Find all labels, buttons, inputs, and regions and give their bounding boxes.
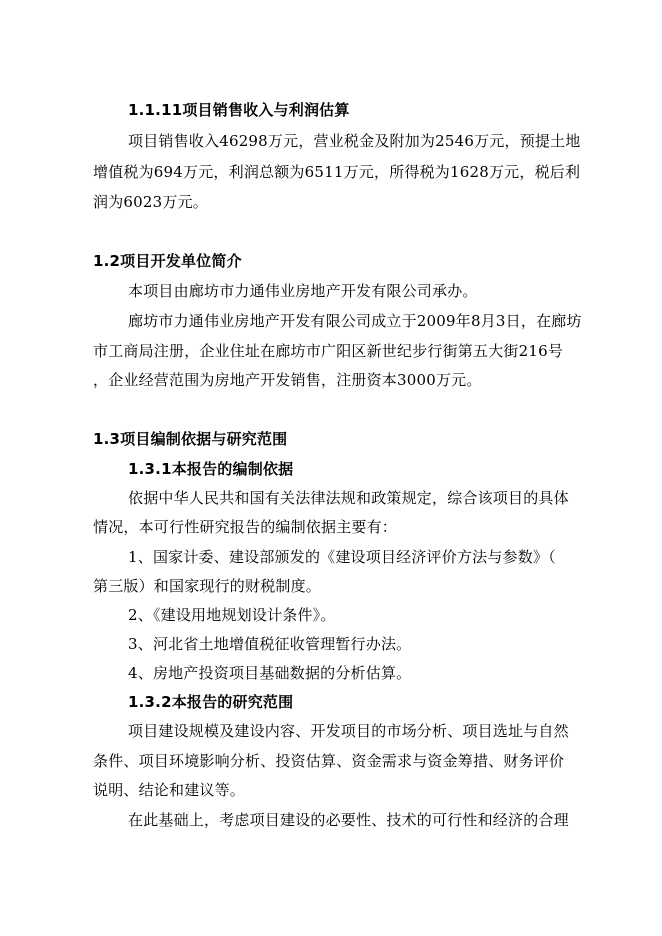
paragraph-line: ，企业经营范围为房地产开发销售，注册资本3000万元。 — [93, 371, 482, 389]
subsection-heading-1-3-2: 1.3.2本报告的研究范围 — [128, 693, 294, 711]
paragraph-line: 润为6023万元。 — [93, 193, 208, 211]
paragraph-line: 条件、项目环境影响分析、投资估算、资金需求与资金筹措、财务评价 — [93, 752, 565, 770]
paragraph-line: 市工商局注册，企业住址在廊坊市广阳区新世纪步行街第五大街216号 — [93, 342, 564, 360]
subsection-heading-1-3-1: 1.3.1本报告的编制依据 — [128, 460, 294, 478]
list-item: 3、河北省土地增值税征收管理暂行办法。 — [128, 635, 412, 653]
paragraph-line: 依据中华人民共和国有关法律法规和政策规定，综合该项目的具体 — [128, 489, 569, 507]
list-item: 2、《建设用地规划设计条件》。 — [128, 606, 336, 624]
paragraph-line: 项目销售收入46298万元，营业税金及附加为2546万元，预提土地 — [128, 132, 581, 150]
list-item: 第三版）和国家现行的财税制度。 — [93, 577, 322, 595]
section-heading-1-1-11: 1.1.11项目销售收入与利润估算 — [128, 101, 350, 119]
paragraph-line: 情况，本可行性研究报告的编制依据主要有： — [93, 518, 398, 536]
paragraph-line: 增值税为694万元，利润总额为6511万元，所得税为1628万元，税后利 — [93, 163, 581, 181]
section-heading-1-2: 1.2项目开发单位简介 — [93, 252, 242, 270]
section-heading-1-3: 1.3项目编制依据与研究范围 — [93, 430, 288, 448]
paragraph-line: 本项目由廊坊市力通伟业房地产开发有限公司承办。 — [128, 282, 478, 300]
list-item: 4、房地产投资项目基础数据的分析估算。 — [128, 664, 412, 682]
list-item: 1、国家计委、建设部颁发的《建设项目经济评价方法与参数》（ — [128, 548, 556, 566]
paragraph-line: 廊坊市力通伟业房地产开发有限公司成立于2009年8月3日，在廊坊 — [128, 312, 582, 330]
paragraph-line: 项目建设规模及建设内容、开发项目的市场分析、项目选址与自然 — [128, 722, 569, 740]
paragraph-line: 说明、结论和建议等。 — [93, 781, 246, 799]
paragraph-line: 在此基础上，考虑项目建设的必要性、技术的可行性和经济的合理 — [128, 811, 569, 829]
